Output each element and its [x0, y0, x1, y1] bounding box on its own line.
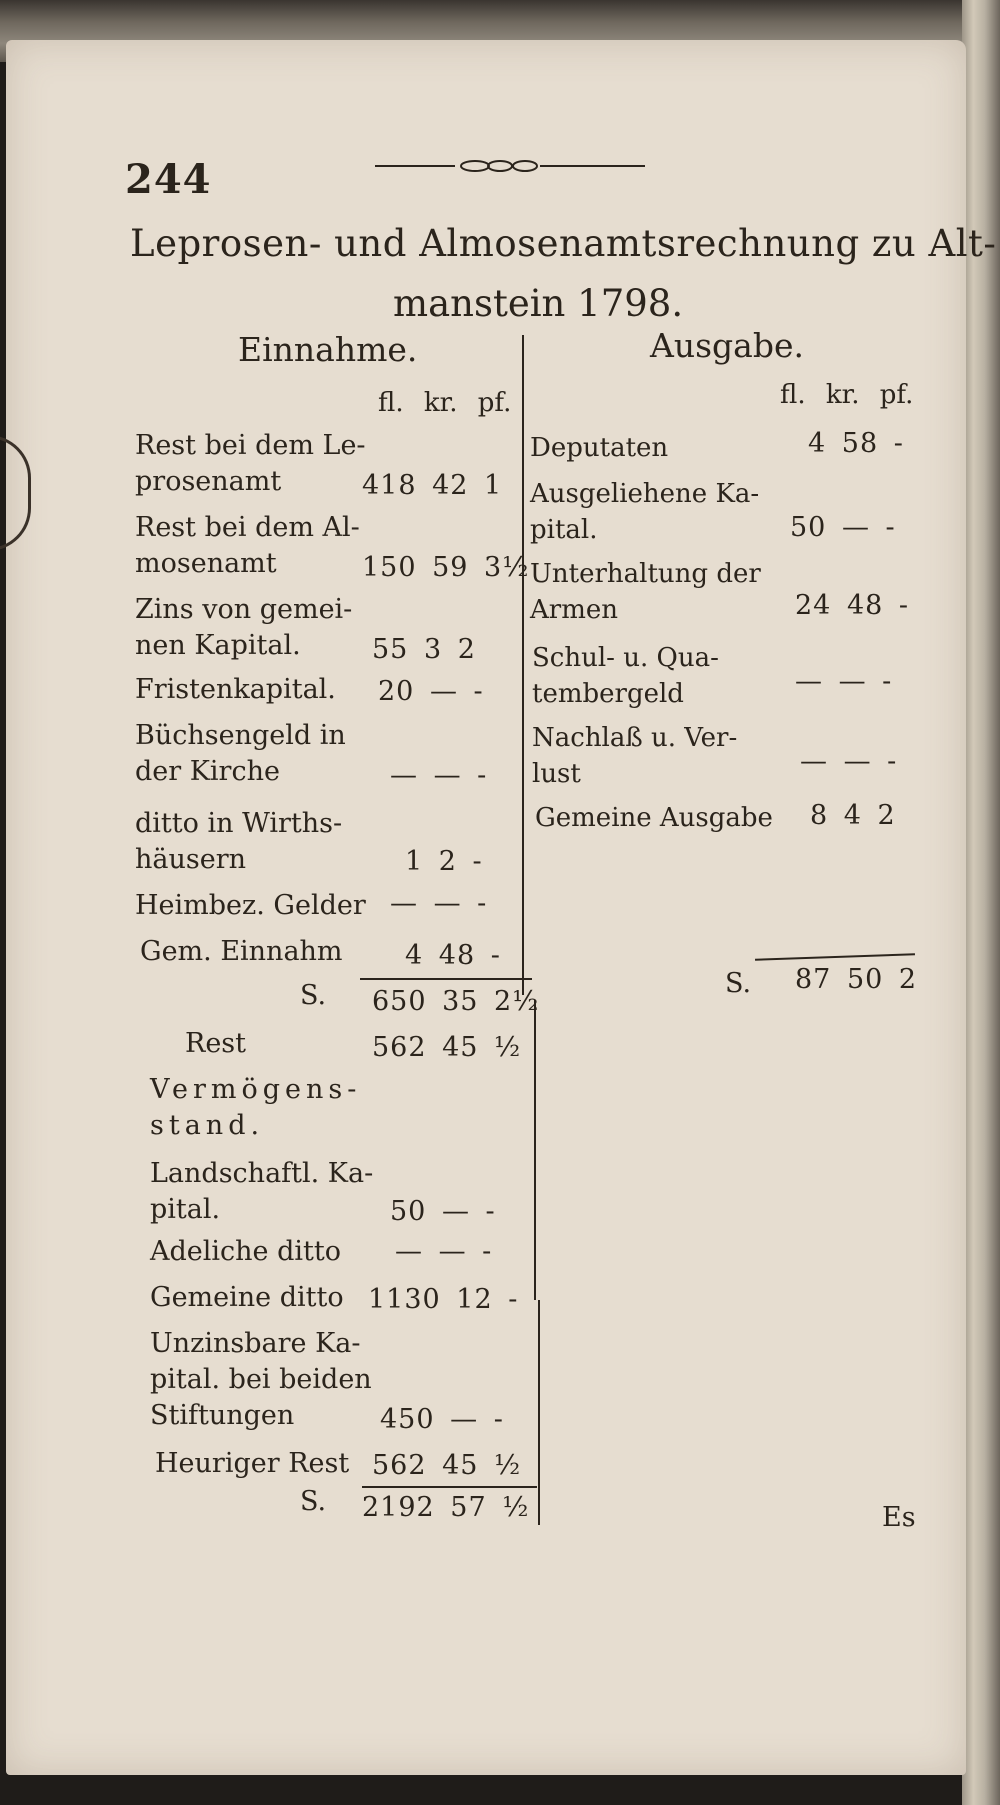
ausgabe-row-value: — — -	[795, 666, 893, 697]
einnahme-heading: Einnahme.	[238, 330, 418, 369]
vermoegen-row-value: 1130 12 -	[368, 1284, 519, 1315]
page-number: 244	[125, 156, 212, 203]
einnahme-row-value: 20 — -	[378, 676, 484, 707]
einnahme-row-value: 418 42 1	[362, 470, 503, 501]
vermoegen-sum-rule	[362, 1486, 537, 1488]
ausgabe-sum-value: 87 50 2	[795, 964, 918, 995]
einnahme-row-label: Rest bei dem Le- prosenamt	[135, 430, 366, 497]
vermoegen-row-value: 562 45 ½	[372, 1450, 522, 1481]
vermoegen-row-label: Landschaftl. Ka- pital.	[150, 1158, 374, 1225]
ausgabe-row-label: Gemeine Ausgabe	[535, 803, 773, 833]
title-line-2: manstein 1798.	[393, 282, 684, 325]
ausgabe-row-label: Nachlaß u. Ver- lust	[532, 723, 738, 789]
title-line-1: Leprosen- und Almosenamtsrechnung zu Alt-	[130, 222, 997, 265]
einnahme-row-label: Heimbez. Gelder	[135, 890, 366, 921]
einnahme-row-label: Fristenkapital.	[135, 674, 336, 705]
einnahme-sum-label: S.	[300, 980, 327, 1011]
vermoegen-row-label: Adeliche ditto	[150, 1236, 341, 1267]
center-rule-upper	[522, 335, 524, 995]
einnahme-row-value: 4 48 -	[405, 940, 501, 971]
vermoegen-row-value: 450 — -	[380, 1404, 504, 1435]
ausgabe-row-value: 8 4 2	[810, 800, 896, 831]
ausgabe-row-label: Unterhaltung der Armen	[530, 559, 761, 625]
ausgabe-row-label: Deputaten	[530, 433, 669, 463]
ausgabe-row-value: 24 48 -	[795, 590, 910, 621]
ausgabe-row-value: 4 58 -	[808, 428, 904, 459]
einnahme-row-label: Büchsengeld in der Kirche	[135, 720, 346, 787]
einnahme-row-label: Rest bei dem Al- mosenamt	[135, 512, 360, 579]
rest-value: 562 45 ½	[372, 1032, 522, 1063]
einnahme-row-value: 55 3 2	[372, 634, 476, 665]
vermoegen-row-label: Unzinsbare Ka- pital. bei beiden Stiftungen	[150, 1328, 372, 1431]
einnahme-row-label: Gem. Einnahm	[140, 936, 343, 967]
einnahme-row-label: Zins von gemei- nen Kapital.	[135, 594, 353, 661]
vermoegen-row-label: Heuriger Rest	[155, 1448, 350, 1479]
ausgabe-sum-label: S.	[725, 968, 752, 999]
einnahme-row-value: 150 59 3½	[362, 552, 530, 583]
einnahme-row-value: — — -	[390, 760, 488, 791]
catchword: Es	[882, 1502, 916, 1533]
center-rule-lower	[538, 1300, 540, 1525]
einnahme-row-value: 1 2 -	[405, 846, 483, 877]
book-edge-right	[962, 0, 1000, 1805]
ausgabe-row-label: Ausgeliehene Ka- pital.	[530, 479, 760, 545]
einnahme-row-value: — — -	[390, 888, 488, 919]
ausgabe-units: fl. kr. pf.	[780, 380, 914, 410]
center-rule-middle	[534, 1000, 536, 1300]
vermoegen-row-value: — — -	[395, 1236, 493, 1267]
header-ornament	[375, 156, 645, 176]
vermoegen-row-value: 50 — -	[390, 1196, 496, 1227]
vermoegen-sum-value: 2192 57 ½	[362, 1492, 530, 1523]
einnahme-sum-value: 650 35 2½	[372, 986, 540, 1017]
page-clasp	[0, 435, 31, 551]
einnahme-sum-rule	[360, 978, 532, 980]
ausgabe-heading: Ausgabe.	[650, 326, 804, 365]
vermoegen-row-label: Gemeine ditto	[150, 1282, 344, 1313]
einnahme-units: fl. kr. pf.	[378, 388, 512, 418]
einnahme-row-label: ditto in Wirths- häusern	[135, 808, 343, 875]
rest-label: Rest	[185, 1028, 247, 1059]
ausgabe-row-value: 50 — -	[790, 512, 896, 543]
ausgabe-row-value: — — -	[800, 746, 898, 777]
vermoegen-heading: Vermögens- stand.	[150, 1074, 362, 1141]
ausgabe-row-label: Schul- u. Qua- tembergeld	[532, 643, 719, 709]
vermoegen-sum-label: S.	[300, 1486, 327, 1517]
